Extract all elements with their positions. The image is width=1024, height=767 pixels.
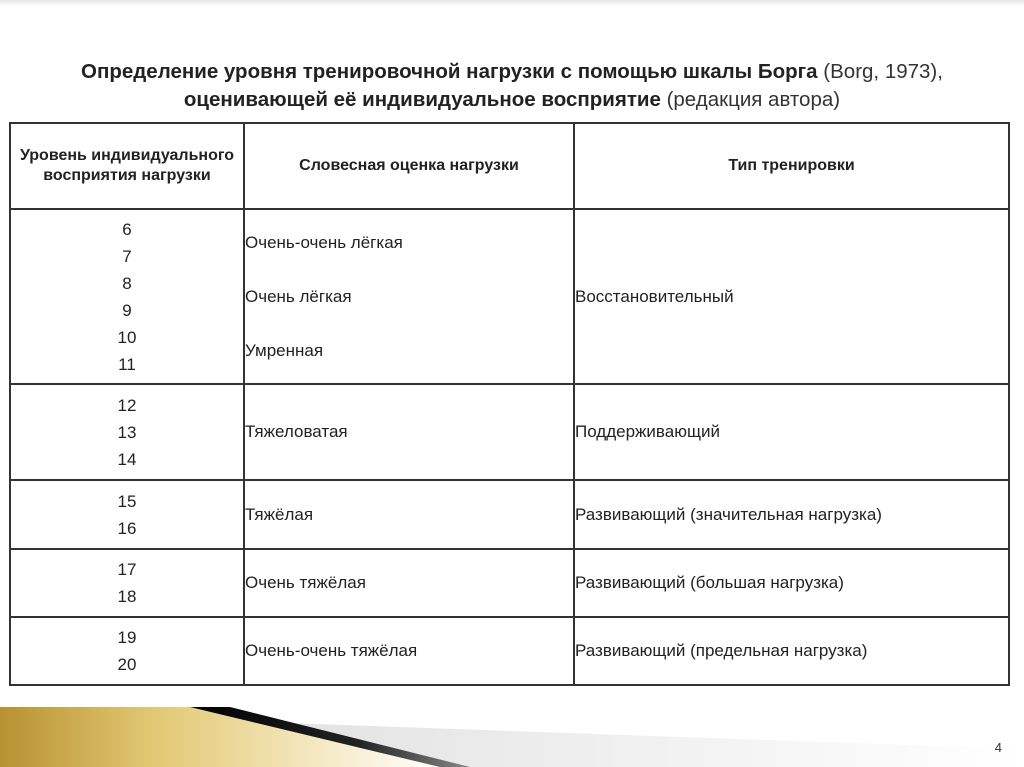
title-citation: (Borg, 1973), <box>823 60 943 83</box>
title-bold-1: Определение уровня тренировочной нагрузки с помощью шкалы Борга <box>81 60 818 83</box>
level-value: 11 <box>118 354 136 374</box>
header-type: Тип тренировки <box>574 123 1009 209</box>
level-cell <box>10 549 244 617</box>
table-header-row <box>10 123 1009 209</box>
level-value: 13 <box>117 422 137 442</box>
type-cell: Восстановительный <box>574 209 1009 384</box>
verbal-cell <box>244 549 574 617</box>
header-level: Уровень индивидуального восприятия нагрузки <box>10 123 244 209</box>
slide-top-edge <box>0 0 1024 6</box>
verbal-value: Очень тяжёлая <box>245 573 366 592</box>
title-bold-2: оценивающей её индивидуальное восприятие <box>183 88 661 111</box>
verbal-value: Очень-очень тяжёлая <box>245 641 418 660</box>
title-line-1 <box>10 58 1014 86</box>
verbal-cell <box>244 617 574 685</box>
level-value: 7 <box>122 246 132 266</box>
verbal-value: Тяжёлая <box>245 504 314 524</box>
verbal-cell <box>244 384 574 480</box>
footer-decoration <box>0 703 1024 767</box>
level-value: 6 <box>122 219 132 239</box>
level-cell <box>10 617 244 685</box>
table-row <box>10 209 1009 384</box>
level-value: 9 <box>122 300 132 320</box>
level-value: 17 <box>117 560 137 579</box>
level-value: 19 <box>117 628 137 647</box>
level-cell <box>10 384 244 480</box>
level-cell <box>10 480 244 549</box>
level-value: 10 <box>117 327 137 347</box>
title-edition-note: (редакция автора) <box>666 88 841 111</box>
page-number: 4 <box>994 740 1002 755</box>
verbal-cell <box>244 209 574 384</box>
level-cell <box>10 209 244 384</box>
borg-scale-table <box>9 122 1010 686</box>
verbal-value: Умренная <box>245 340 324 360</box>
type-cell: Развивающий (значительная нагрузка) <box>574 480 1009 549</box>
verbal-value: Очень лёгкая <box>245 286 352 306</box>
type-cell: Развивающий (предельная нагрузка) <box>574 617 1009 685</box>
type-cell: Поддерживающий <box>574 384 1009 480</box>
page-title <box>10 58 1014 114</box>
table-row <box>10 480 1009 549</box>
level-value: 14 <box>117 449 137 469</box>
level-value: 15 <box>117 491 137 511</box>
type-cell: Развивающий (большая нагрузка) <box>574 549 1009 617</box>
title-line-2 <box>10 86 1014 114</box>
verbal-value: Тяжеловатая <box>245 422 348 441</box>
table-row <box>10 617 1009 685</box>
table-row <box>10 384 1009 480</box>
level-value: 16 <box>117 518 137 538</box>
level-value: 18 <box>117 587 137 606</box>
level-value: 8 <box>122 273 132 293</box>
verbal-cell <box>244 480 574 549</box>
level-value: 12 <box>117 395 137 415</box>
verbal-value: Очень-очень лёгкая <box>245 232 403 252</box>
level-value: 20 <box>117 655 137 674</box>
header-verbal: Словесная оценка нагрузки <box>244 123 574 209</box>
table-row <box>10 549 1009 617</box>
